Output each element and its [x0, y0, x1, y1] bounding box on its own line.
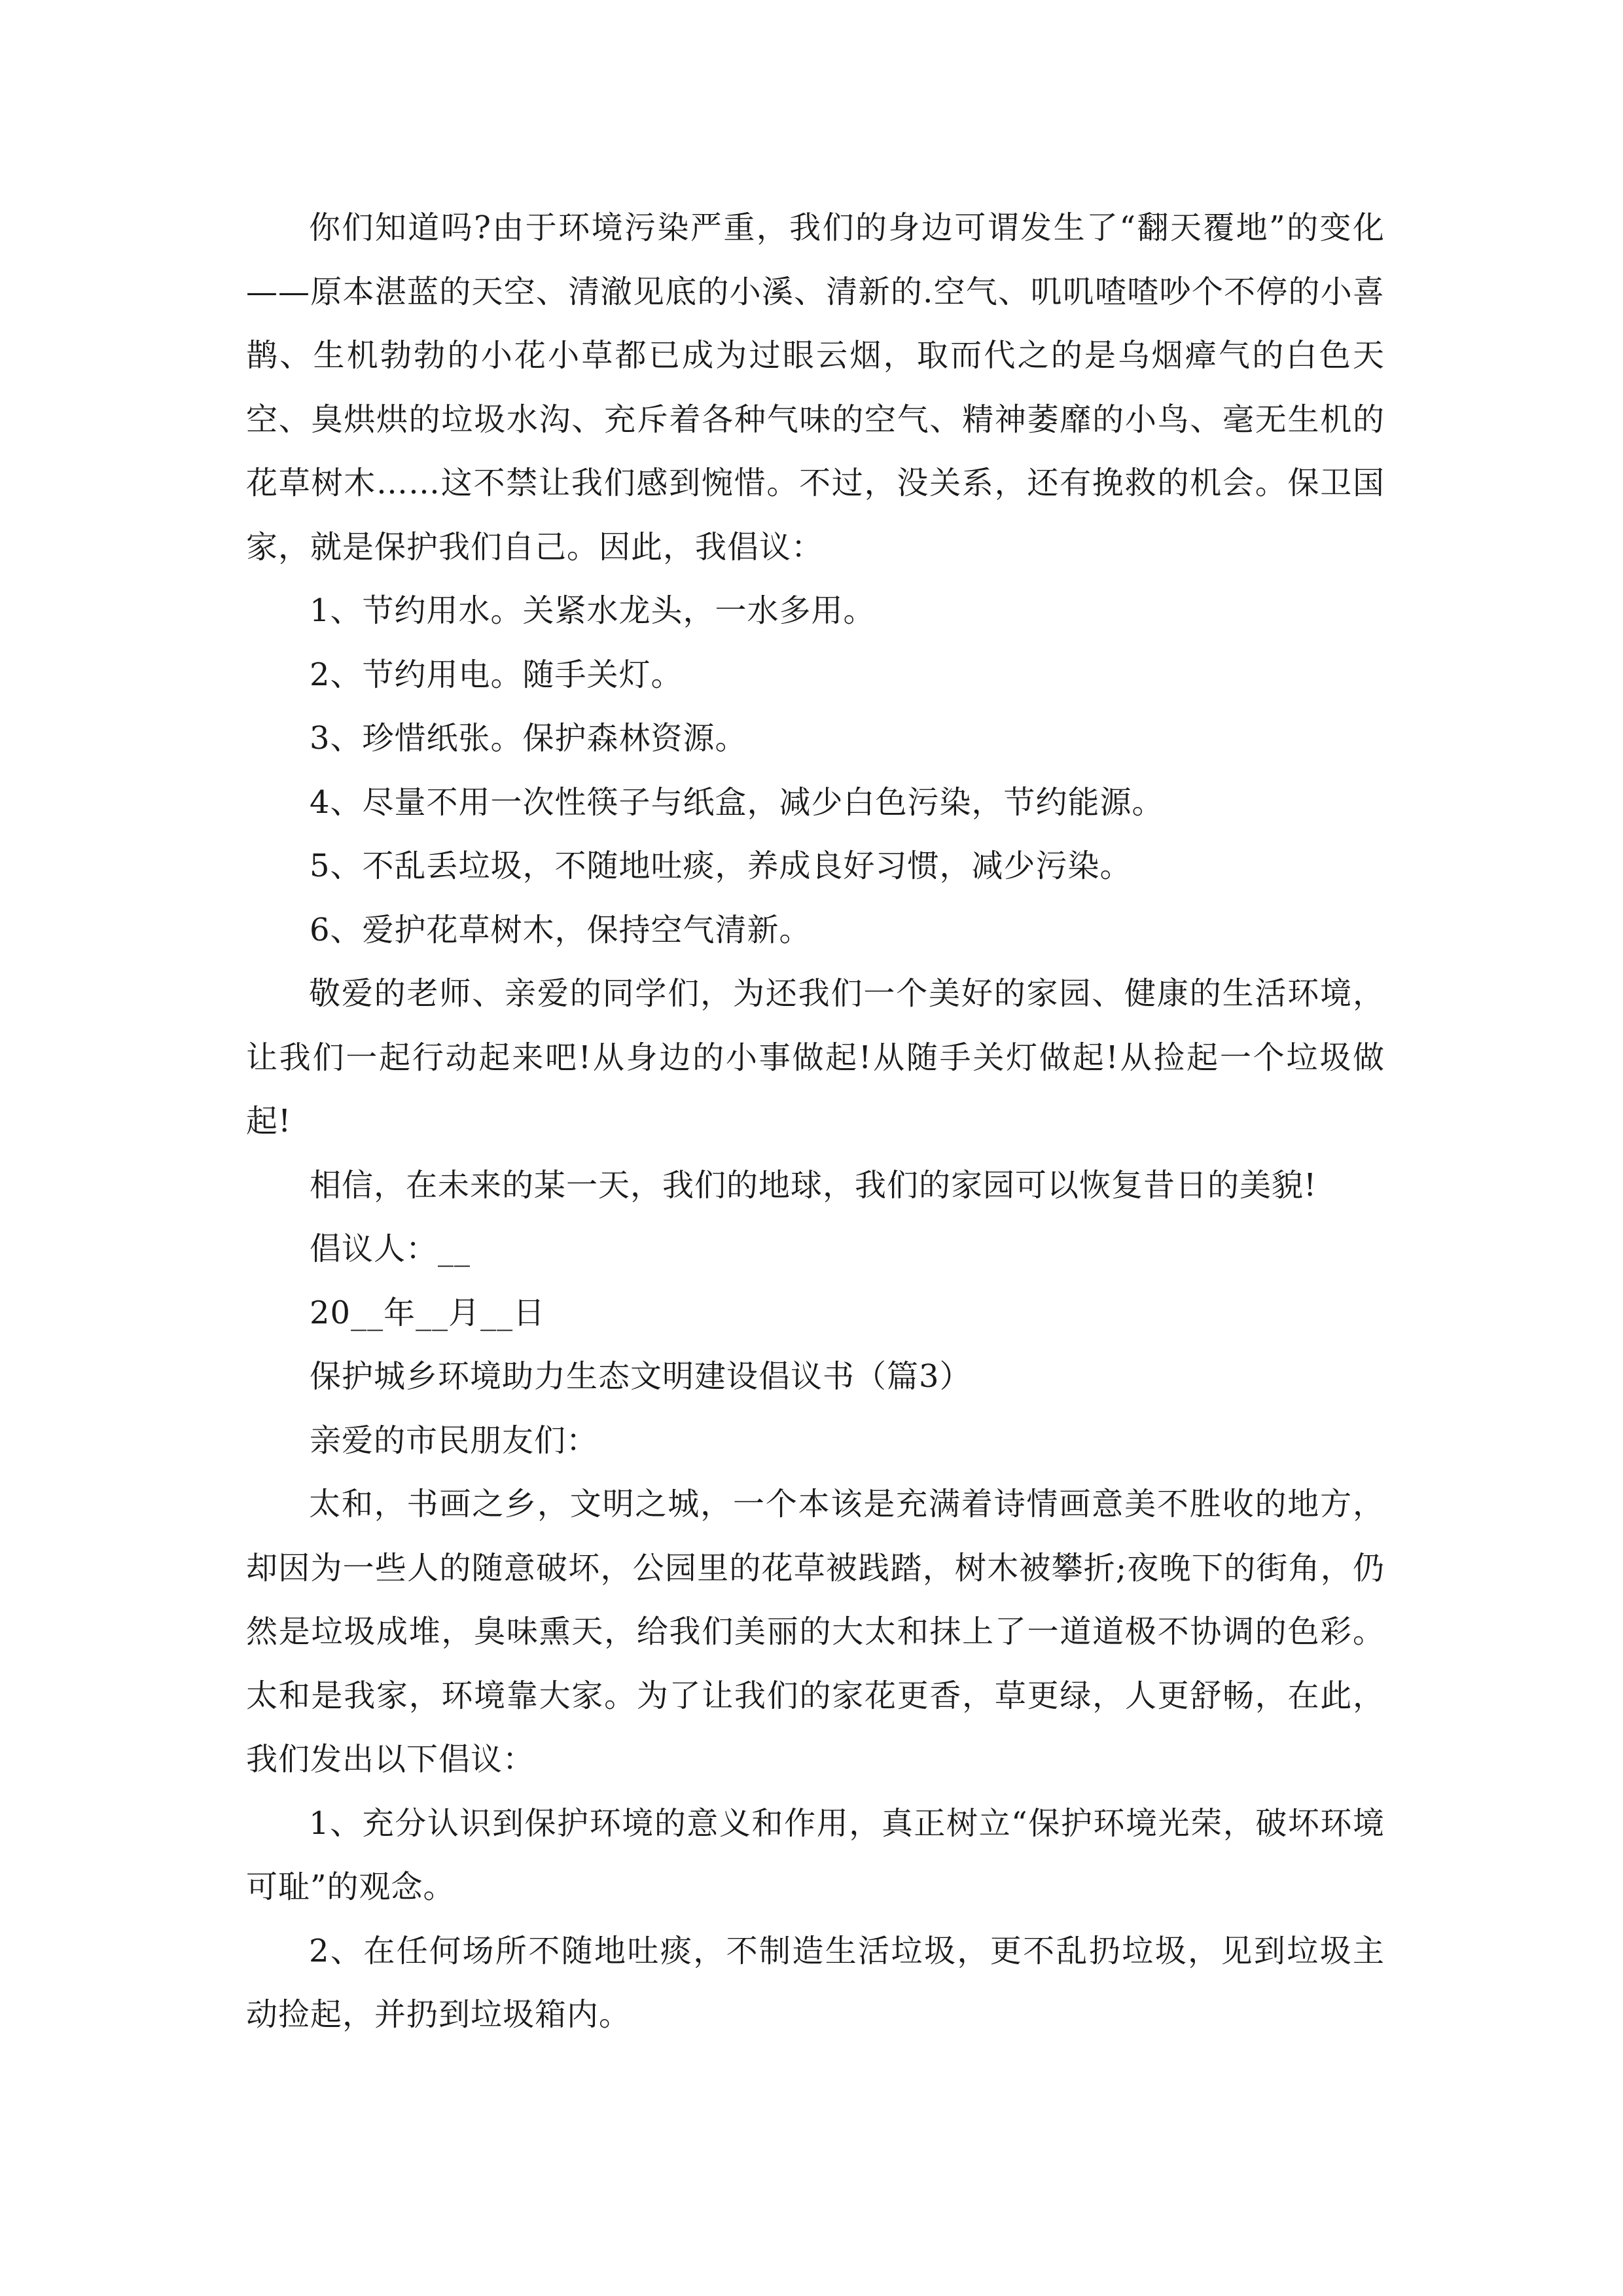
proposal-item-1: 1、节约用水。关紧水龙头，一水多用。	[310, 592, 876, 629]
proposal-item-2: 2、节约用电。随手关灯。	[310, 656, 683, 693]
proposal-item-6: 6、爱护花草树木，保持空气清新。	[310, 911, 812, 948]
section3-item-2: 2、在任何场所不随地吐痰，不制造生活垃圾，更不乱扔垃圾，见到垃圾主动捡起，并扔到垃圾箱内。	[246, 1932, 1385, 2033]
date-line: 20__年__月__日	[310, 1294, 546, 1331]
signature-line: 倡议人：__	[310, 1230, 471, 1267]
belief-line: 相信，在未来的某一天，我们的地球，我们的家园可以恢复昔日的美貌!	[310, 1166, 1317, 1204]
intro-paragraph: 你们知道吗?由于环境污染严重，我们的身边可谓发生了“翻天覆地”的变化——原本湛蓝的天空、清澈见底的小溪、清新的.空气、叽叽喳喳吵个不停的小喜鹊、生机勃勃的小花小草都已成为过眼云烟，取而代之的是乌烟瘴气的白色天空、臭烘烘的垃圾水沟、充斥着各种气味的空气、精神萎靡的小鸟、毫无生机的花草树木……这不禁让我们感到惋惜。不过，没关系，还有挽救的机会。保卫国家，就是保护我们自己。因此，我倡议：	[246, 209, 1385, 565]
proposal-item-5: 5、不乱丢垃圾，不随地吐痰，养成良好习惯，减少污染。	[310, 848, 1132, 884]
salutation: 亲爱的市民朋友们：	[310, 1422, 599, 1459]
document-body	[246, 196, 1385, 2047]
proposal-item-4: 4、尽量不用一次性筷子与纸盒，减少白色污染，节约能源。	[310, 783, 1164, 821]
appeal-paragraph: 敬爱的老师、亲爱的同学们，为还我们一个美好的家园、健康的生活环境，让我们一起行动起来吧!从身边的小事做起!从随手关灯做起!从捡起一个垃圾做起!	[246, 975, 1385, 1139]
proposal-item-3: 3、珍惜纸张。保护森林资源。	[310, 720, 747, 757]
section3-intro-paragraph: 太和，书画之乡，文明之城，一个本该是充满着诗情画意美不胜收的地方，却因为一些人的随意破坏，公园里的花草被践踏，树木被攀折;夜晚下的街角，仍然是垃圾成堆，臭味熏天，给我们美丽的大太和抹上了一道道极不协调的色彩。太和是我家，环境靠大家。为了让我们的家花更香，草更绿，人更舒畅，在此，我们发出以下倡议：	[246, 1486, 1385, 1778]
section3-item-1: 1、充分认识到保护环境的意义和作用，真正树立“保护环境光荣，破坏环境可耻”的观念。	[246, 1804, 1385, 1905]
section-title: 保护城乡环境助力生态文明建设倡议书（篇3）	[310, 1358, 972, 1395]
